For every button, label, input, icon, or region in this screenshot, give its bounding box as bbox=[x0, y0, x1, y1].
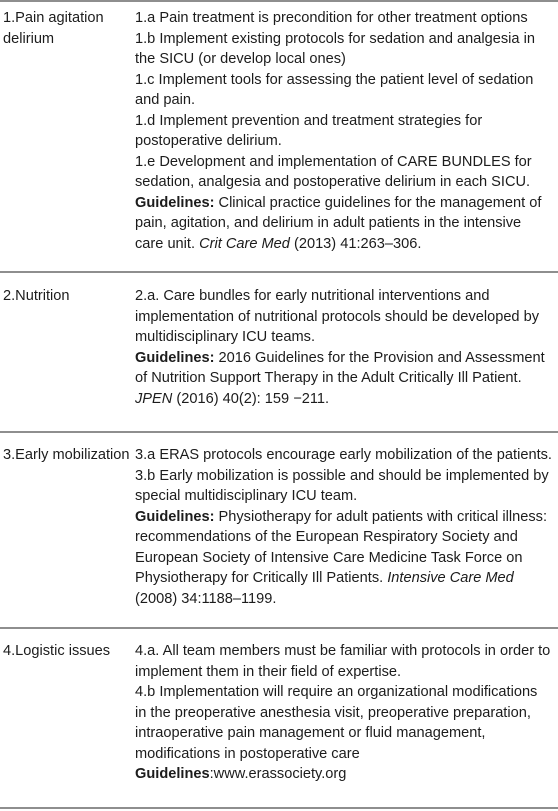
table-row bbox=[0, 629, 558, 809]
guidelines-journal: Intensive Care Med bbox=[387, 570, 514, 586]
guidelines-label: Guidelines: bbox=[135, 194, 215, 211]
guidelines-reference bbox=[135, 764, 552, 785]
guidelines-ref: (2016) 40(2): 159 −211. bbox=[172, 390, 330, 407]
list-item: 1.e Development and implementation of CARE BUNDLES for sedation, analgesia and postoperative delirium in each SICU. bbox=[135, 153, 532, 190]
guidelines-text: Clinical practice guidelines for the management of pain, agitation, and delirium in adult patients in the intensive care unit. bbox=[135, 194, 542, 252]
content-cell bbox=[135, 445, 558, 627]
topic-label: 2.Nutrition bbox=[3, 288, 70, 304]
topic-label: 1.Pain agitation delirium bbox=[3, 10, 104, 47]
topic-cell bbox=[0, 445, 135, 627]
topic-label: 3.Early mobilization bbox=[3, 447, 130, 463]
guidelines-label: Guidelines: bbox=[135, 508, 215, 525]
guidelines-text: Physiotherapy for adult patients with critical illness: recommendations of the European Respiratory Society and European Society of Intensive Care Medicine Task Force on Physiotherapy for Critically Ill Patients. bbox=[135, 508, 548, 586]
guidelines-text: :www.erassociety.org bbox=[209, 766, 347, 782]
list-item: 2.a. Care bundles for early nutritional interventions and implementation of nutritional protocols should be developed by multidisciplinary ICU teams. bbox=[135, 288, 540, 345]
topic-label: 4.Logistic issues bbox=[3, 643, 111, 659]
table-row bbox=[0, 273, 558, 433]
guidelines-reference bbox=[135, 193, 552, 255]
list-item: 1.c Implement tools for assessing the patient level of sedation and pain. bbox=[135, 71, 534, 108]
table-row bbox=[0, 433, 558, 629]
guidelines-journal: JPEN bbox=[135, 390, 173, 407]
table-row bbox=[0, 2, 558, 273]
list-item: 3.a ERAS protocols encourage early mobilization of the patients. bbox=[135, 447, 552, 463]
guidelines-reference bbox=[135, 348, 552, 410]
guidelines-journal: Crit Care Med bbox=[199, 235, 290, 252]
list-item: 1.a Pain treatment is precondition for other treatment options bbox=[135, 10, 528, 26]
content-cell bbox=[135, 286, 558, 431]
list-item: 1.b Implement existing protocols for sedation and analgesia in the SICU (or develop local ones) bbox=[135, 30, 535, 67]
content-cell bbox=[135, 8, 558, 271]
topic-cell bbox=[0, 641, 135, 807]
guidelines-label: Guidelines: bbox=[135, 349, 215, 366]
guidelines-reference bbox=[135, 507, 552, 610]
content-cell bbox=[135, 641, 558, 807]
guidelines-label: Guidelines bbox=[135, 766, 210, 782]
guidelines-text: 2016 Guidelines for the Provision and Assessment of Nutrition Support Therapy in the Adult Critically Ill Patient. bbox=[135, 349, 545, 386]
list-item: 3.b Early mobilization is possible and should be implemented by special multidisciplinary ICU team. bbox=[135, 467, 549, 504]
topic-cell bbox=[0, 8, 135, 271]
guidelines-ref: (2013) 41:263–306. bbox=[289, 235, 422, 252]
list-item: 4.a. All team members must be familiar with protocols in order to implement them in their field of expertise. bbox=[135, 643, 551, 680]
topic-cell bbox=[0, 286, 135, 431]
guidelines-ref: (2008) 34:1188–1199. bbox=[135, 590, 277, 607]
list-item: 4.b Implementation will require an organizational modifications in the preoperative anesthesia visit, preoperative preparation, intraoperative pain management or fluid management, modifications in postoperative care bbox=[135, 684, 538, 762]
list-item: 1.d Implement prevention and treatment strategies for postoperative delirium. bbox=[135, 112, 483, 149]
